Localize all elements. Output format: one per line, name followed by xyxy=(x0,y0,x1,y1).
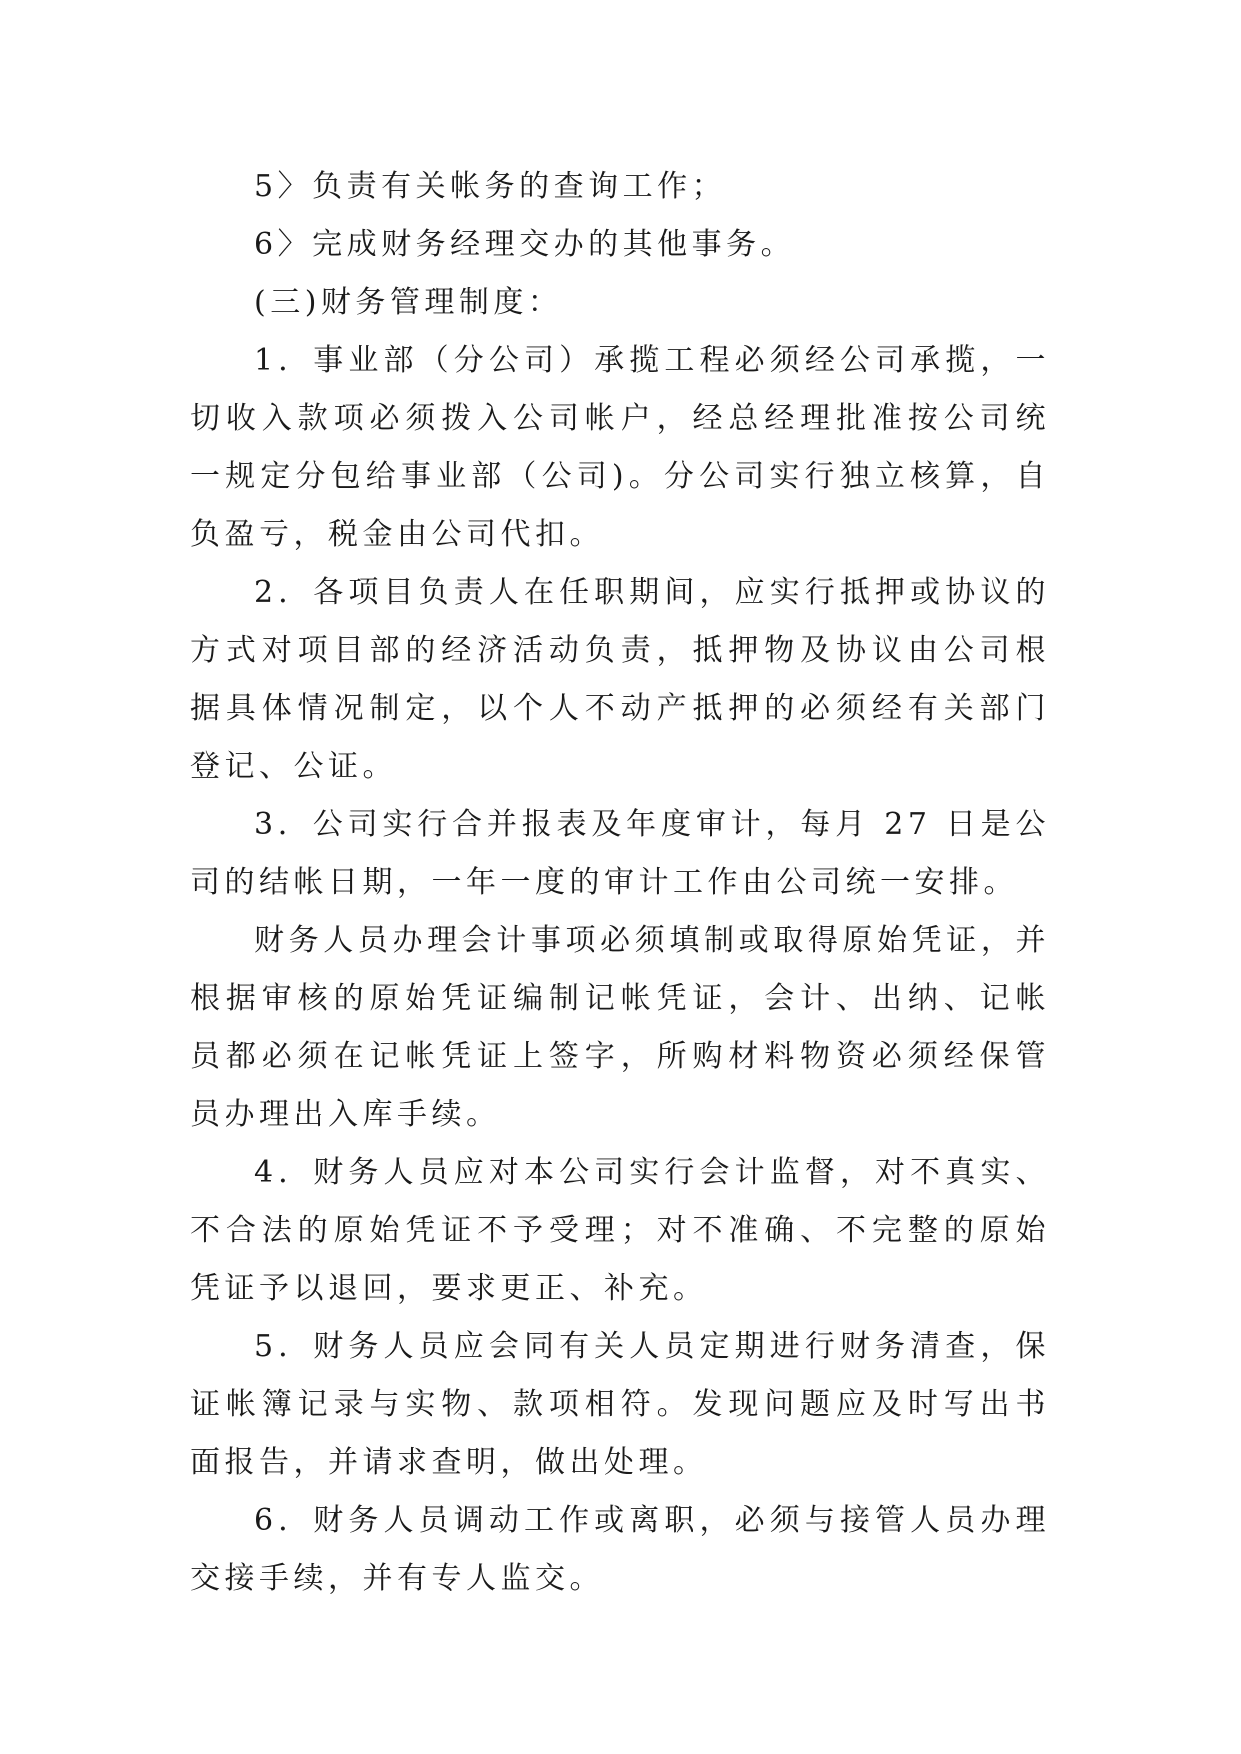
rule-paragraph-1: 1．事业部（分公司）承揽工程必须经公司承揽，一切收入款项必须拨入公司帐户，经总经理批准按公司统一规定分包给事业部（公司)。分公司实行独立核算，自负盈亏，税金由公司代扣。 xyxy=(190,343,1050,552)
rule-paragraph-6: 6．财务人员调动工作或离职，必须与接管人员办理交接手续，并有专人监交。 xyxy=(190,1503,1050,1596)
duty-item-6: 6〉完成财务经理交办的其他事务。 xyxy=(254,227,796,262)
document-body xyxy=(190,158,1050,1608)
rule-paragraph-5: 5．财务人员应会同有关人员定期进行财务清查，保证帐簿记录与实物、款项相符。发现问题应及时写出书面报告，并请求查明，做出处理。 xyxy=(190,1329,1050,1480)
section-heading-financial-management: (三)财务管理制度： xyxy=(254,285,563,320)
rule-paragraph-4: 4．财务人员应对本公司实行会计监督，对不真实、不合法的原始凭证不予受理；对不准确、不完整的原始凭证予以退回，要求更正、补充。 xyxy=(190,1155,1050,1306)
rule-paragraph-3: 3．公司实行合并报表及年度审计，每月 27 日是公司的结帐日期，一年一度的审计工作由公司统一安排。 xyxy=(190,807,1050,900)
rule-paragraph-2: 2．各项目负责人在任职期间，应实行抵押或协议的方式对项目部的经济活动负责，抵押物及协议由公司根据具体情况制定，以个人不动产抵押的必须经有关部门登记、公证。 xyxy=(190,575,1050,784)
duty-item-5: 5〉负责有关帐务的查询工作； xyxy=(254,169,727,204)
rule-paragraph-vouchers: 财务人员办理会计事项必须填制或取得原始凭证，并根据审核的原始凭证编制记帐凭证，会计、出纳、记帐员都必须在记帐凭证上签字，所购材料物资必须经保管员办理出入库手续。 xyxy=(190,923,1050,1132)
